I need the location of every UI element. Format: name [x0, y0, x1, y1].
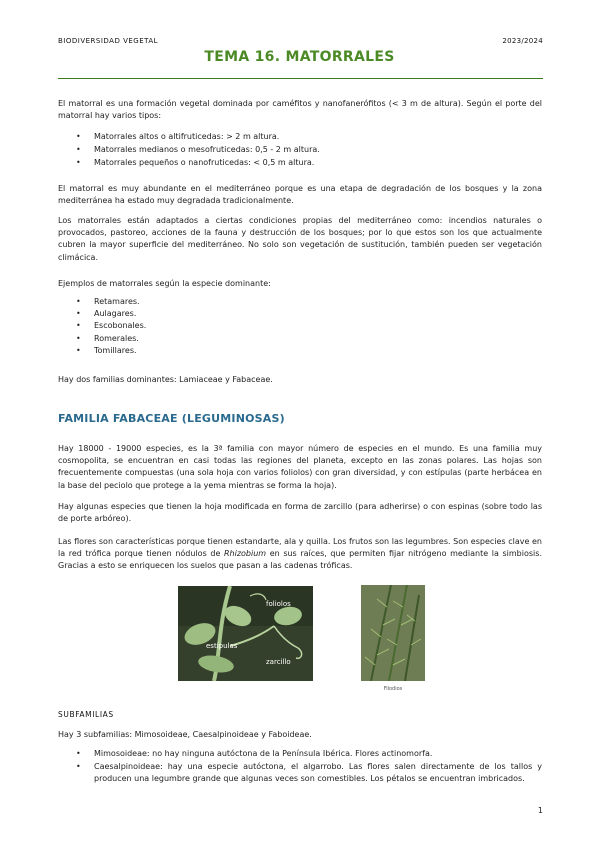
- subfamilias-list: [58, 748, 542, 785]
- list-item: [58, 144, 528, 157]
- intro-paragraph: El matorral es una formación vegetal dominada por caméfitos y nanofanerófitos (< 3 m de altura). Según el porte del matorral hay varios tipos:: [58, 99, 542, 121]
- list-item-text: Matorrales medianos o mesofruticedas: 0,5 - 2 m altura.: [94, 144, 320, 154]
- examples-intro: Ejemplos de matorrales según la especie dominante:: [58, 279, 271, 288]
- tipos-list: [58, 131, 528, 169]
- list-item-text: Matorrales altos o altifruticedas: > 2 m altura.: [94, 132, 280, 141]
- adaptation-paragraph: Los matorrales están adaptados a ciertas condiciones propias del mediterráneo como: incendios naturales o provocados, pastoreo, acciones de la fauna y destrucción de los bosques; por lo que estos son los que actualmente cubren la mayor superficie del mediterráneo. No solo son vegetación de sustitución, también pueden ser vegetación climácica.: [58, 216, 542, 262]
- bullet-icon: •: [76, 345, 81, 355]
- text-run: Las flores son características porque tienen estandarte, ala y quilla. Los frutos son las legumbres. Son especies clave en la red trófica porque tienen nódulos de: [58, 537, 542, 559]
- list-item-text: Aulagares.: [94, 309, 137, 319]
- fabaceae-paragraph-3: [58, 536, 542, 573]
- leaf-photo: [178, 586, 313, 681]
- list-item: [58, 748, 542, 761]
- bullet-icon: •: [76, 309, 81, 319]
- page-number: 1: [537, 806, 543, 815]
- list-item: [58, 296, 528, 308]
- section-heading-fabaceae: FAMILIA FABACEAE (LEGUMINOSAS): [58, 412, 285, 425]
- list-item: [58, 345, 528, 357]
- bullet-icon: •: [76, 761, 81, 771]
- italic-term: Rhizobium: [223, 549, 267, 559]
- list-item-text: Retamares.: [94, 297, 140, 306]
- text-run: en sus raíces, que permiten fijar nitrógeno mediante la simbiosis. Gracias a esto se enriquecen los suelos que pasan a las cadenas tróficas.: [58, 549, 542, 571]
- bullet-icon: •: [76, 157, 81, 167]
- list-item: [58, 157, 528, 170]
- fabaceae-paragraph-1: Hay 18000 - 19000 especies, es la 3ª familia con mayor número de especies en el mundo. Es una familia muy cosmopolita, se encuentran en casi todas las regiones del planeta, excepto en las zonas polares. Las hojas son frecuentemente compuestas (una sola hoja con varios foliolos) con gran diversidad, y con estípulas (parte herbácea en la base del peciolo que protege a la yema mientras se forma la hoja).: [58, 444, 542, 490]
- list-item-text: Romerales.: [94, 333, 139, 343]
- bullet-icon: •: [76, 321, 81, 331]
- list-item: [58, 320, 528, 332]
- subfamilias-intro: Hay 3 subfamilias: Mimosoideae, Caesalpinoideae y Faboideae.: [58, 730, 312, 739]
- bullet-icon: •: [76, 749, 81, 758]
- examples-list: [58, 296, 528, 357]
- section-heading-subfamilias: SUBFAMILIAS: [58, 710, 114, 719]
- list-item-text: Matorrales pequeños o nanofruticedas: < 0,5 m altura.: [94, 157, 315, 167]
- page-title: TEMA 16. MATORRALES: [204, 49, 395, 65]
- bullet-icon: •: [76, 132, 81, 141]
- list-item: [58, 761, 542, 785]
- list-item: [58, 308, 528, 320]
- header-course: BIODIVERSIDAD VEGETAL: [58, 37, 159, 45]
- abundance-paragraph: El matorral es muy abundante en el mediterráneo porque es una etapa de degradación de los bosques y la zona mediterránea ha estado muy degradada tradicionalmente.: [58, 184, 542, 206]
- list-item-text: Tomillares.: [94, 345, 137, 355]
- title-divider: [58, 78, 543, 79]
- fabaceae-paragraph-2: Hay algunas especies que tienen la hoja modificada en forma de zarcillo (para adherirse) o con espinas (sobre todo las de porte arbóreo).: [58, 502, 542, 524]
- list-item-text: Mimosoideae: no hay ninguna autóctona de la Península Ibérica. Flores actinomorfa.: [94, 749, 433, 758]
- bullet-icon: •: [76, 144, 81, 154]
- bullet-icon: •: [76, 333, 81, 343]
- list-item-text: Escobonales.: [94, 321, 147, 331]
- list-item-text: Caesalpinoideae: hay una especie autóctona, el algarrobo. Las flores salen directamente de los tallos y producen una legumbre grande que algunas veces son comestibles. Los pétalos se encuentran imbricados.: [94, 761, 542, 783]
- label-estipulas: estípulas: [206, 642, 238, 650]
- bullet-icon: •: [76, 297, 81, 306]
- list-item: [58, 333, 528, 345]
- header-year: 2023/2024: [502, 37, 543, 45]
- phyllode-caption: Filodios: [383, 686, 403, 692]
- label-foliolos: foliolos: [266, 600, 291, 608]
- phyllode-photo: [361, 585, 425, 681]
- list-item: [58, 131, 528, 144]
- label-zarcillo: zarcillo: [266, 658, 291, 666]
- families-paragraph: Hay dos familias dominantes: Lamiaceae y Fabaceae.: [58, 375, 273, 384]
